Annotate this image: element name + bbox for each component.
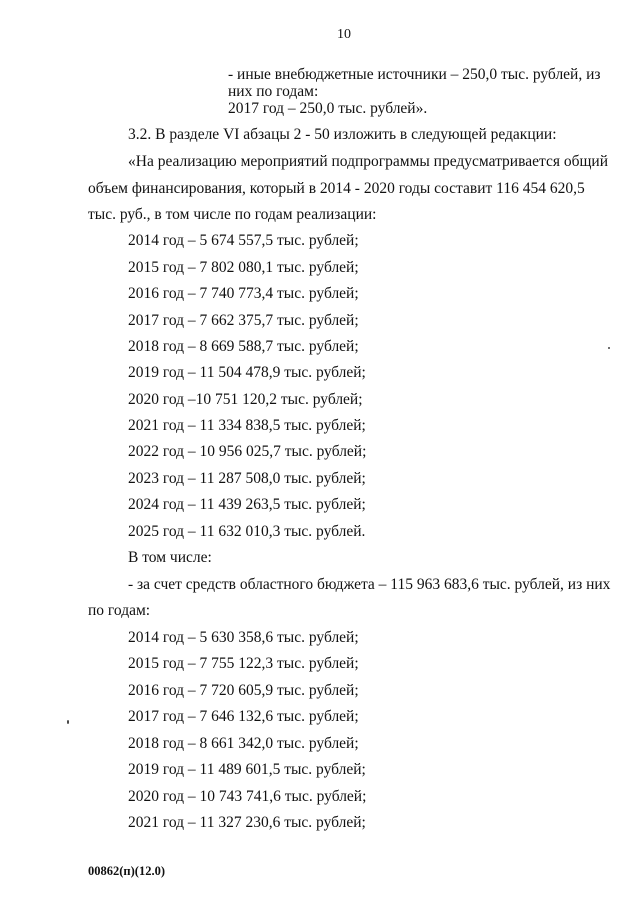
regional-year-line: 2021 год – 11 327 230,6 тыс. рублей; — [128, 814, 366, 831]
page-number: 10 — [337, 27, 351, 42]
total-year-line: 2023 год – 11 287 508,0 тыс. рублей; — [128, 470, 366, 487]
other-sources-by-year-label: них по годам: — [228, 83, 319, 100]
total-year-line: 2016 год – 7 740 773,4 тыс. рублей; — [128, 285, 359, 302]
total-year-line: 2018 год – 8 669 588,7 тыс. рублей; — [128, 338, 359, 355]
intro-paragraph-line-1: «На реализацию мероприятий подпрограммы предусматривается общий — [128, 153, 608, 170]
regional-year-line: 2014 год – 5 630 358,6 тыс. рублей; — [128, 629, 359, 646]
scan-speck — [67, 720, 69, 724]
regional-year-line: 2015 год – 7 755 122,3 тыс. рублей; — [128, 655, 359, 672]
regional-year-line: 2020 год – 10 743 741,6 тыс. рублей; — [128, 788, 367, 805]
regional-year-line: 2016 год – 7 720 605,9 тыс. рублей; — [128, 682, 359, 699]
including-label: В том числе: — [128, 549, 212, 566]
document-code: 00862(п)(12.0) — [88, 864, 165, 878]
regional-budget-line-1: - за счет средств областного бюджета – 115 963 683,6 тыс. рублей, из них — [128, 576, 611, 593]
regional-budget-line-2: по годам: — [88, 602, 151, 619]
total-year-line: 2025 год – 11 632 010,3 тыс. рублей. — [128, 523, 366, 540]
intro-paragraph-line-2: объем финансирования, который в 2014 - 2020 годы составит 116 454 620,5 — [88, 180, 585, 197]
other-sources-line: - иные внебюджетные источники – 250,0 тыс. рублей, из — [228, 66, 601, 83]
total-year-line: 2019 год – 11 504 478,9 тыс. рублей; — [128, 364, 366, 381]
regional-year-line: 2017 год – 7 646 132,6 тыс. рублей; — [128, 708, 359, 725]
total-year-line: 2014 год – 5 674 557,5 тыс. рублей; — [128, 232, 359, 249]
other-sources-2017: 2017 год – 250,0 тыс. рублей». — [228, 100, 428, 117]
total-year-line: 2022 год – 10 956 025,7 тыс. рублей; — [128, 443, 367, 460]
regional-year-line: 2019 год – 11 489 601,5 тыс. рублей; — [128, 761, 366, 778]
regional-year-line: 2018 год – 8 661 342,0 тыс. рублей; — [128, 735, 359, 752]
section-heading: 3.2. В разделе VI абзацы 2 - 50 изложить в следующей редакции: — [128, 126, 557, 143]
scan-speck — [608, 347, 610, 349]
total-year-line: 2017 год – 7 662 375,7 тыс. рублей; — [128, 312, 359, 329]
total-year-line: 2024 год – 11 439 263,5 тыс. рублей; — [128, 496, 366, 513]
total-year-line: 2015 год – 7 802 080,1 тыс. рублей; — [128, 259, 359, 276]
total-year-line: 2021 год – 11 334 838,5 тыс. рублей; — [128, 417, 366, 434]
total-year-line: 2020 год –10 751 120,2 тыс. рублей; — [128, 391, 363, 408]
intro-paragraph-line-3: тыс. руб., в том числе по годам реализации: — [88, 206, 377, 223]
